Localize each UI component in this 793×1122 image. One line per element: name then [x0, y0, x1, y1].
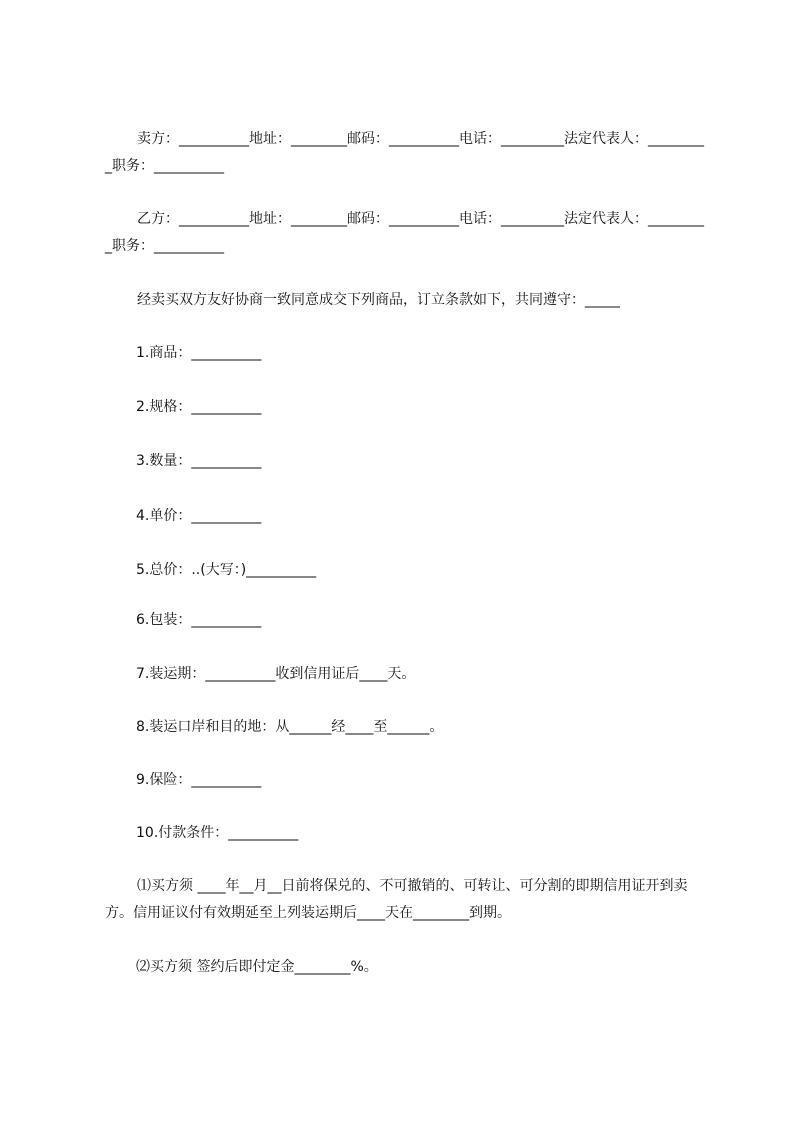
clause-item-6: 6.包装：__________	[136, 612, 262, 628]
clause-item-10: 10.付款条件：__________	[136, 825, 299, 841]
clause-item-3: 3.数量：__________	[136, 453, 262, 469]
clause-item-7: 7.装运期：__________收到信用证后____天。	[136, 666, 416, 682]
clause-item-1: 1.商品：__________	[136, 345, 262, 361]
clause-item-5: 5.总价：..(大写：)__________	[136, 562, 317, 578]
intro-paragraph: 经卖买双方友好协商一致同意成交下列商品，订立条款如下，共同遵守：_____	[137, 292, 620, 308]
clause-item-9: 9.保险：__________	[136, 772, 262, 788]
payment-term-1: ⑴买方须 ____年__月__日前将保兑的、不可撤销的、可转让、可分割的即期信用证开到卖方。信用证议付有效期延至上列装运期后____天在________到期。	[105, 878, 688, 921]
party-b-info: 乙方：__________地址：________邮码：__________电话：_________法定代表人：_________职务：__________	[105, 211, 704, 254]
seller-info: 卖方：__________地址：________邮码：__________电话：_________法定代表人：_________职务：__________	[105, 131, 704, 174]
clause-item-8: 8.装运口岸和目的地：从______经____至______。	[136, 719, 444, 735]
clause-item-2: 2.规格：__________	[136, 399, 262, 415]
clause-item-4: 4.单价：__________	[136, 508, 262, 524]
payment-term-2: ⑵买方须 签约后即付定金________%。	[136, 959, 378, 975]
